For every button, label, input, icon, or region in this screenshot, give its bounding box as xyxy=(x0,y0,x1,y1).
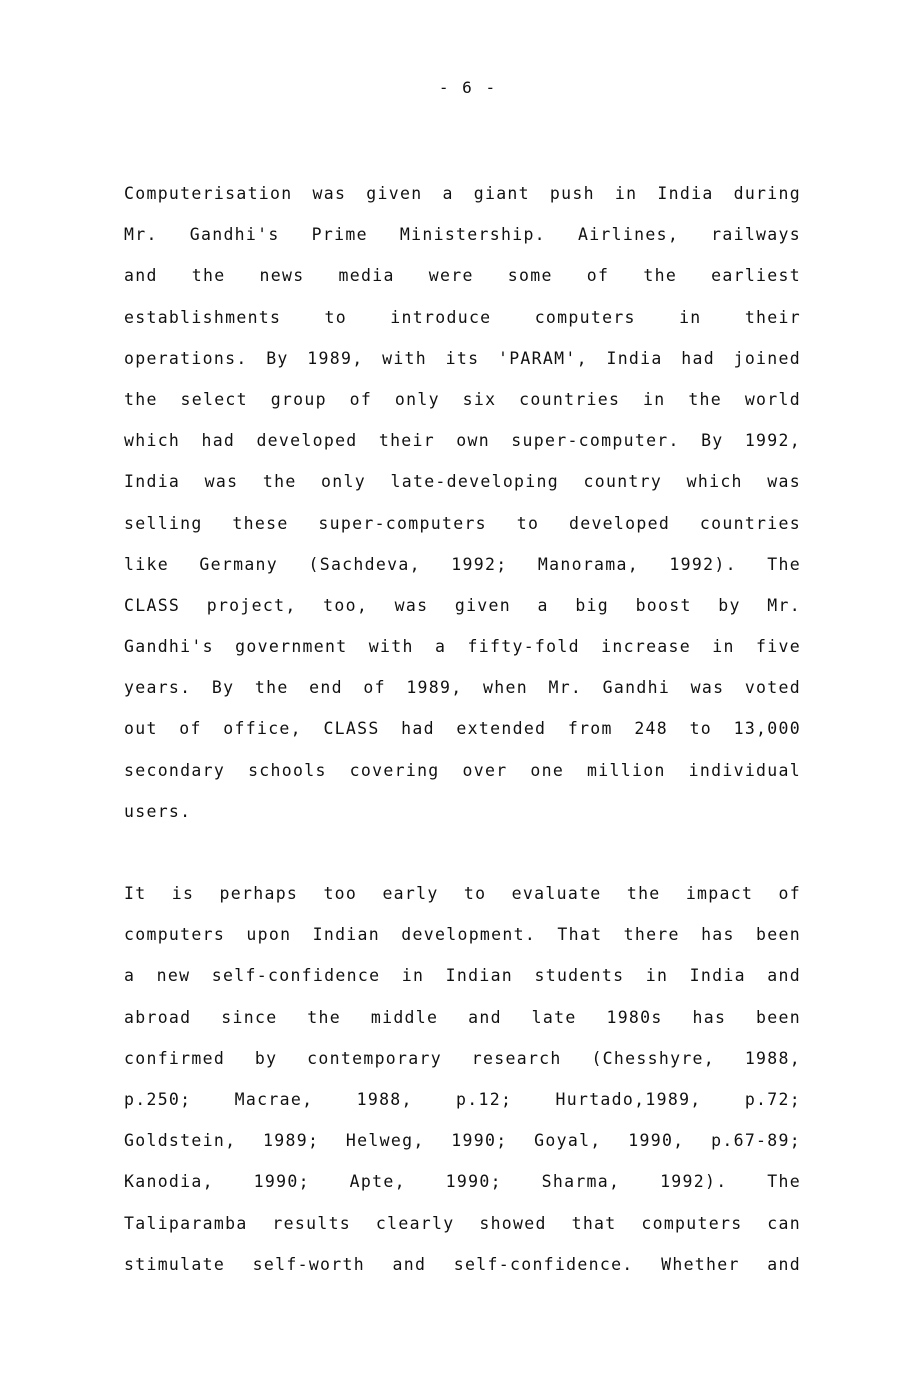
text-line: p.250; Macrae, 1988, p.12; Hurtado,1989, p.72; xyxy=(124,1089,801,1109)
text-line: Gandhi's government with a fifty-fold increase in five xyxy=(124,637,801,657)
text-line: establishments to introduce computers in their xyxy=(124,307,801,327)
text-line: Goldstein, 1989; Helweg, 1990; Goyal, 1990, p.67-89; xyxy=(124,1131,801,1151)
paragraph-computerisation xyxy=(124,173,801,832)
text-line: computers upon Indian development. That there has been xyxy=(124,925,801,945)
text-line: the select group of only six countries in the world xyxy=(124,389,801,409)
text-line: and the news media were some of the earliest xyxy=(124,266,801,286)
text-line: a new self-confidence in Indian students in India and xyxy=(124,966,801,986)
text-line: years. By the end of 1989, when Mr. Gandhi was voted xyxy=(124,678,801,698)
page-number: - 6 - xyxy=(438,78,498,97)
text-line: stimulate self-worth and self-confidence. Whether and xyxy=(124,1254,801,1274)
text-line: Mr. Gandhi's Prime Ministership. Airlines, railways xyxy=(124,225,801,245)
text-line: out of office, CLASS had extended from 248 to 13,000 xyxy=(124,719,801,739)
text-line: Computerisation was given a giant push in India during xyxy=(124,184,801,203)
text-line: which had developed their own super-computer. By 1992, xyxy=(124,431,801,451)
text-line: Taliparamba results clearly showed that computers can xyxy=(124,1213,801,1233)
text-line: Kanodia, 1990; Apte, 1990; Sharma, 1992). The xyxy=(124,1172,801,1192)
text-line: secondary schools covering over one million individual xyxy=(124,760,801,780)
paragraph-impact xyxy=(124,873,801,1285)
text-line: users. xyxy=(124,801,192,821)
text-line: India was the only late-developing country which was xyxy=(124,472,801,492)
text-line: CLASS project, too, was given a big boost by Mr. xyxy=(124,595,801,615)
text-line: operations. By 1989, with its 'PARAM', India had joined xyxy=(124,348,801,368)
text-line: confirmed by contemporary research (Chesshyre, 1988, xyxy=(124,1048,801,1068)
text-line: selling these super-computers to developed countries xyxy=(124,513,801,533)
text-line: It is perhaps too early to evaluate the impact of xyxy=(124,884,801,903)
text-line: like Germany (Sachdeva, 1992; Manorama, 1992). The xyxy=(124,554,801,574)
text-line: abroad since the middle and late 1980s has been xyxy=(124,1007,801,1027)
